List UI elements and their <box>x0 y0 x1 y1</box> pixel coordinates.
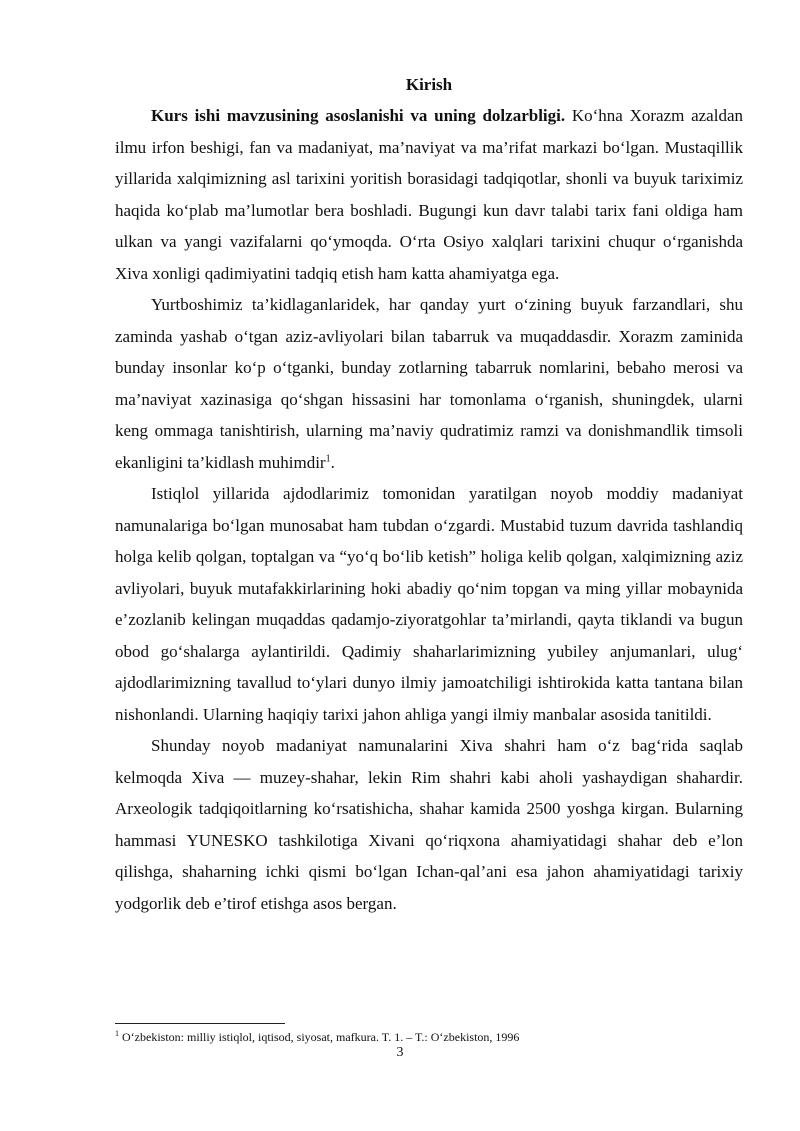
paragraph-end: . <box>330 452 335 472</box>
footnote-text: O‘zbekiston: milliy istiqlol, iqtisod, siyosat, mafkura. T. 1. – T.: O‘zbekiston, 1996 <box>119 1030 520 1044</box>
paragraph-text: Ko‘hna Xorazm azaldan ilmu irfon beshigi, fan va madaniyat, ma’naviyat va ma’rifat markazi bo‘lgan. Mustaqillik yillarida xalqimizning asl tarixini yoritish borasidagi tadqiqotlar, shonli va buyuk tariximiz haqida ko‘plab ma’lumotlar bera boshladi. Bugungi kun davr talabi tarix fani oldiga ham ulkan va yangi vazifalarni qo‘ymoqda. O‘rta Osiyo xalqlari tarixini chuqur o‘rganishda Xiva xonligi qadimiyatini tadqiq etish ham katta ahamiyatga ega. <box>115 106 743 283</box>
section-heading: Kirish <box>405 75 453 94</box>
paragraph-text: Yurtboshimiz ta’kidlaganlaridek, har qanday yurt o‘zining buyuk farzandlari, shu zaminda yashab o‘tgan aziz-avliyolari bilan tabarruk va muqaddasdir. Xorazm zaminida bunday insonlar ko‘p o‘tganki, bunday zotlarning tabarruk nomlarini, bebaho merosi va ma’naviyat xazinasiga qo‘shgan hissasini har tomonlama o‘rganish, shuningdek, ularni keng ommaga tanishtirish, ularning ma’naviy qudratimiz ramzi va donishmandlik timsoli ekanligini ta’kidlash muhimdir <box>115 295 743 472</box>
main-text <box>115 70 743 919</box>
paragraph-text: Istiqlol yillarida ajdodlarimiz tomonidan yaratilgan noyob moddiy madaniyat namunalariga bo‘lgan munosabat ham tubdan o‘zgardi. Mustabid tuzum davrida tashlandiq holga kelib qolgan, toptalgan va “yo‘q bo‘lib ketish” holiga kelib qolgan, xalqimizning aziz avliyolari, buyuk mutafakkirlarining hoki abadiy qo‘nim topgan va ming yillar mobaynida e’zozlanib kelingan muqaddas qadamjo-ziyoratgohlar ta’mirlandi, qayta tiklandi va bugun obod go‘shalarga aylantirildi. Qadimiy shaharlarimizning yubiley anjumanlari, ulug‘ ajdodlarimizning tavallud to‘ylari dunyo ilmiy jamoatchiligi ishtirokida katta tantana bilan nishonlandi. Ularning haqiqiy tarixi jahon ahliga yangi ilmiy manbalar asosida tanitildi. <box>115 484 743 724</box>
paragraph-2 <box>115 289 743 478</box>
paragraph-4 <box>115 730 743 919</box>
paragraph-3 <box>115 478 743 730</box>
page-number: 3 <box>396 1045 404 1060</box>
footnote-mark: 1 <box>115 1029 119 1038</box>
footnote-separator <box>115 1023 285 1024</box>
footnote-reference[interactable]: 1 <box>325 452 331 464</box>
paragraph-1 <box>115 100 743 289</box>
paragraph-text: Shunday noyob madaniyat namunalarini Xiva shahri ham o‘z bag‘rida saqlab kelmoqda Xiva — muzey-shahar, lekin Rim shahri kabi aholi yashaydigan shahardir. Arxeologik tadqiqoitlarning ko‘rsatishicha, shahar kamida 2500 yoshga kirgan. Bularning hammasi YUNESKO tashkilotiga Xivani qo‘riqxona ahamiyatidagi shahar deb e’lon qilishga, shaharning ichki qismi bo‘lgan Ichan-qal’ani esa jahon ahamiyatidagi tarixiy yodgorlik deb e’tirof etishga asos bergan. <box>115 736 743 913</box>
footnote <box>115 1030 743 1044</box>
paragraph-lead: Kurs ishi mavzusining asoslanishi va uning dolzarbligi. <box>151 106 566 125</box>
